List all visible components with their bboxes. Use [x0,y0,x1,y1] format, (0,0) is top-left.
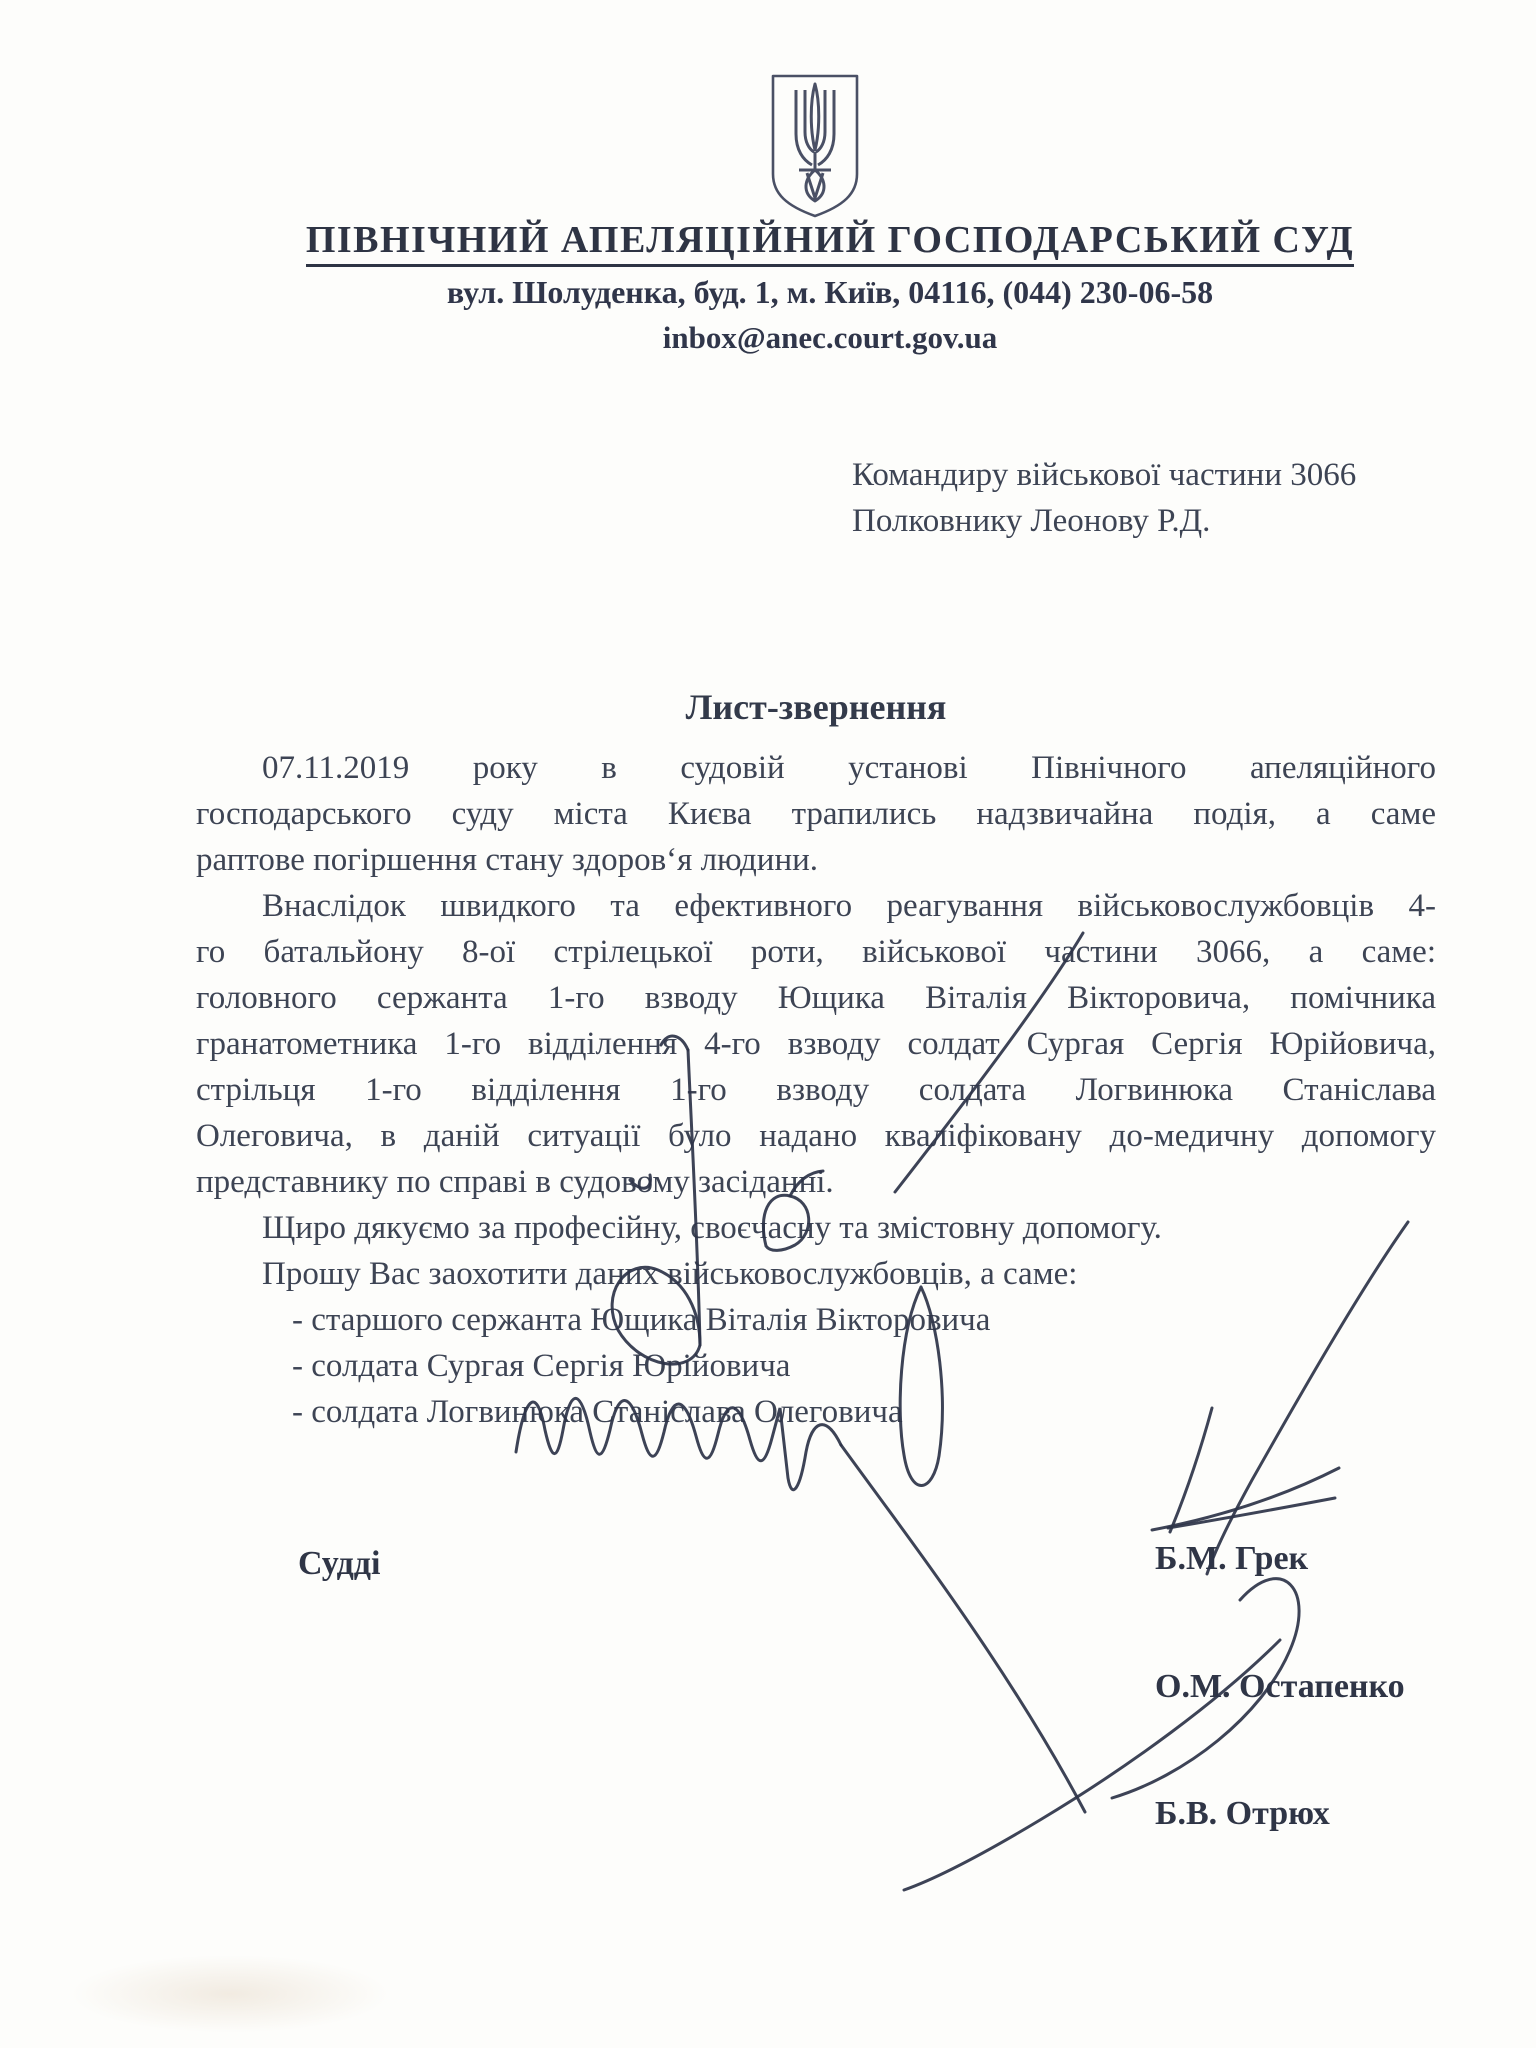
text-line: - солдата Логвинюка Станіслава Олеговича [292,1394,903,1430]
judge-name-otriukh: Б.В. Отрюх [1155,1795,1330,1832]
paragraph-thanks [196,1205,1436,1251]
text-line: - старшого сержанта Ющика Віталія Вікторовича [292,1302,991,1338]
paragraph-incident [196,745,1436,883]
text-line: го батальйону 8-ої стрілецької роти, військової частини 3066, а саме: [196,934,1436,970]
text-line: Внаслідок швидкого та ефективного реагування військовослужбовців 4- [262,888,1436,924]
scan-smudge [10,1940,450,2048]
recipient-line-commander: Полковнику Леонову Р.Д. [852,503,1211,539]
commendation-list [196,1297,1436,1435]
recipient-block [852,452,1356,544]
text-line: стрільця 1-го відділення 1-го взводу солдата Логвинюка Станіслава [196,1072,1436,1108]
text-line: Щиро дякуємо за професійну, своєчасну та змістовну допомогу. [262,1210,1162,1246]
text-line: - солдата Сургая Сергія Юрійовича [292,1348,791,1384]
court-email: inbox@anec.court.gov.ua [662,320,998,355]
text-line: 07.11.2019 року в судовій установі Північного апеляційного [262,750,1436,786]
letterhead [126,0,1534,400]
text-line: головного сержанта 1-го взводу Ющика Віталія Вікторовича, помічника [196,980,1436,1016]
paragraph-request [196,1251,1436,1297]
text-line: раптове погіршення стану здоров‘я людини. [196,842,819,878]
paragraph-response [196,883,1436,1205]
court-address: вул. Шолуденка, буд. 1, м. Київ, 04116, (044) 230-06-58 [446,274,1214,310]
text-line: Олеговича, в даній ситуації було надано кваліфіковану до-медичну допомогу [196,1118,1436,1154]
judge-name-grek: Б.М. Грек [1155,1540,1309,1577]
court-name [126,218,1534,267]
text-line: господарського суду міста Києва трапились надзвичайна подія, а саме [196,796,1436,832]
text-line: гранатометника 1-го відділення 4-го взводу солдат Сургая Сергія Юрійовича, [196,1026,1436,1062]
text-line: представнику по справі в судовому засіданні. [196,1164,834,1200]
recipient-line-unit: Командиру військової частини 3066 [852,457,1357,493]
document-title: Лист-звернення [685,687,947,727]
judges-label: Судді [298,1545,381,1582]
letter-body [196,745,1436,1435]
court-name-text: ПІВНІЧНИЙ АПЕЛЯЦІЙНИЙ ГОСПОДАРСЬКИЙ СУД [306,218,1354,267]
text-line: Прошу Вас заохотити даних військовослужбовців, а саме: [262,1256,1078,1292]
judge-name-ostapenko: О.М. Остапенко [1155,1668,1405,1705]
